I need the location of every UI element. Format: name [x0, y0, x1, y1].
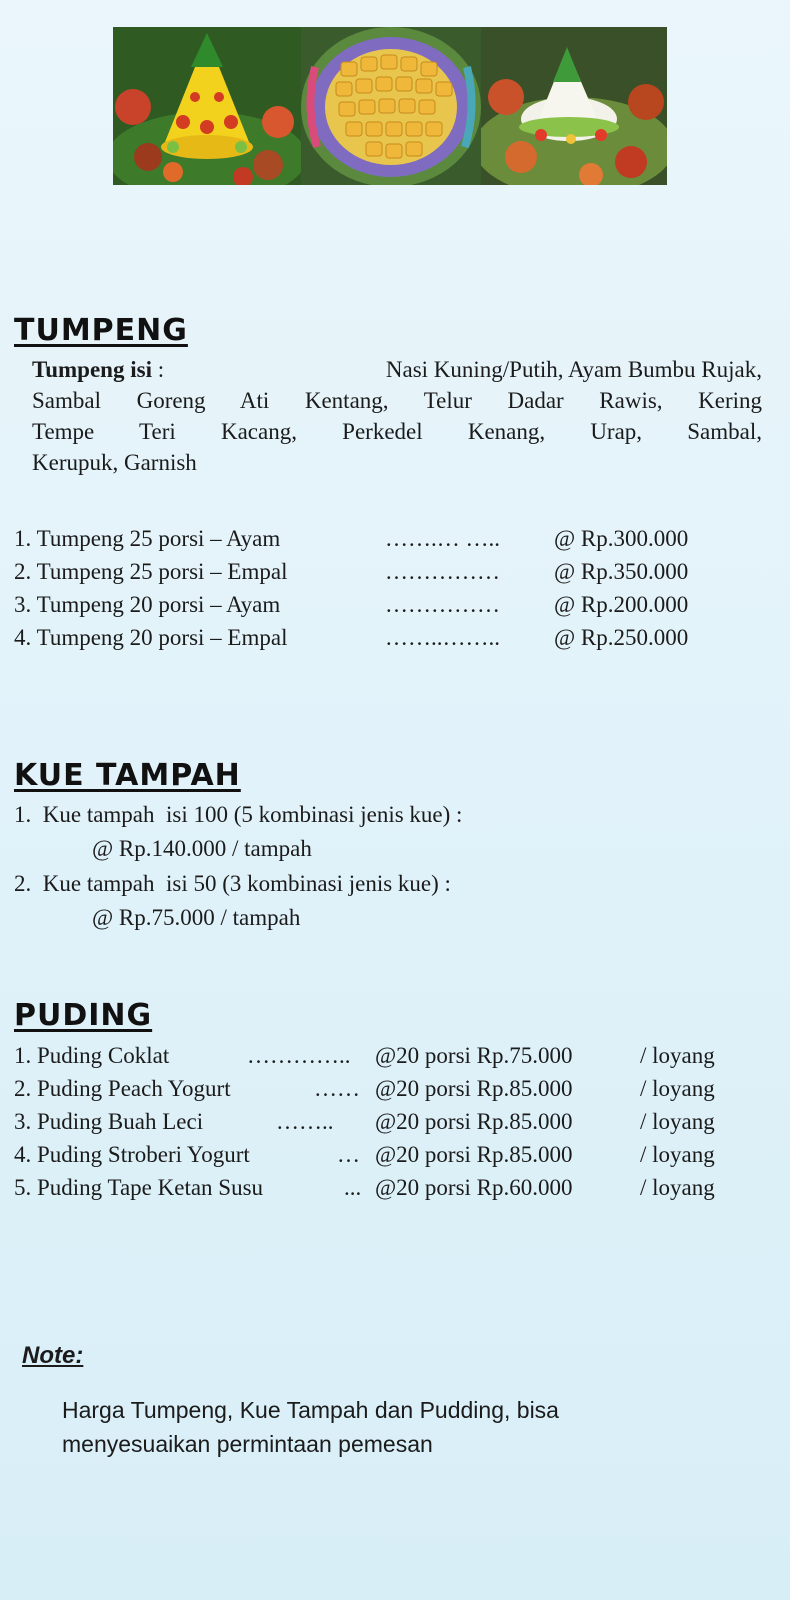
tumpeng-item-label: 1. Tumpeng 25 porsi – Ayam: [14, 526, 281, 551]
tumpeng-item-label: 4. Tumpeng 20 porsi – Empal: [14, 625, 288, 650]
tumpeng-description: [32, 354, 762, 478]
tumpeng-item-price: @ Rp.300.000: [554, 526, 689, 551]
puding-item-unit: / loyang: [640, 1175, 715, 1200]
kue-tampah-heading: KUE TAMPAH: [14, 758, 241, 793]
note-line-2: menyesuaikan permintaan pemesan: [62, 1431, 433, 1457]
puding-item-label: 1. Puding Coklat: [14, 1043, 170, 1068]
tumpeng-desc-line-4: Kerupuk, Garnish: [32, 450, 197, 475]
puding-item-dots: ……: [314, 1076, 360, 1101]
puding-item-label: 5. Puding Tape Ketan Susu: [14, 1175, 264, 1200]
puding-item-unit: / loyang: [640, 1142, 715, 1167]
note-line-1: Harga Tumpeng, Kue Tampah dan Pudding, bisa: [62, 1397, 559, 1423]
tumpeng-photo-white: [481, 27, 667, 185]
puding-item-unit: / loyang: [640, 1109, 715, 1134]
tumpeng-photo-yellow: [113, 27, 301, 185]
note-text: [62, 1393, 782, 1461]
tumpeng-item-dots: ……………: [385, 592, 500, 617]
puding-item-dots: ...: [344, 1175, 362, 1200]
puding-item-price: @20 porsi Rp.60.000: [375, 1175, 573, 1200]
puding-item-dots: …: [337, 1142, 360, 1167]
puding-item-label: 2. Puding Peach Yogurt: [14, 1076, 231, 1101]
tumpeng-desc-line-1: Nasi Kuning/Putih, Ayam Bumbu Rujak,: [385, 357, 762, 382]
tumpeng-item-price: @ Rp.200.000: [554, 592, 689, 617]
kue-tampah-item-label: 2. Kue tampah isi 50 (3 kombinasi jenis kue) :: [14, 871, 451, 896]
puding-item-price: @20 porsi Rp.85.000: [375, 1142, 573, 1167]
puding-item-unit: / loyang: [640, 1076, 715, 1101]
puding-item-dots: …………..: [247, 1043, 351, 1068]
tumpeng-item-label: 2. Tumpeng 25 porsi – Empal: [14, 559, 288, 584]
tumpeng-isi-separator: :: [151, 357, 165, 382]
puding-item-price: @20 porsi Rp.75.000: [375, 1043, 573, 1068]
tumpeng-item-dots: …….… …..: [385, 526, 500, 551]
puding-heading: PUDING: [14, 998, 153, 1033]
tumpeng-item-price: @ Rp.250.000: [554, 625, 689, 650]
puding-item-unit: / loyang: [640, 1043, 715, 1068]
tumpeng-item-dots: ……………: [385, 559, 500, 584]
puding-item-dots: ……..: [276, 1109, 334, 1134]
tumpeng-desc-line-3: Tempe Teri Kacang, Perkedel Kenang, Urap, Sambal,: [32, 419, 762, 444]
kue-tampah-photo: [301, 27, 481, 185]
kue-tampah-item-price: @ Rp.75.000 / tampah: [92, 905, 301, 930]
puding-item-label: 3. Puding Buah Leci: [14, 1109, 204, 1134]
tumpeng-item-label: 3. Tumpeng 20 porsi – Ayam: [14, 592, 281, 617]
kue-tampah-item-label: 1. Kue tampah isi 100 (5 kombinasi jenis kue) :: [14, 802, 463, 827]
food-photo-strip: [113, 27, 667, 185]
tumpeng-item-dots: ……..……..: [385, 625, 500, 650]
tumpeng-item-price: @ Rp.350.000: [554, 559, 689, 584]
note-title: Note:: [22, 1342, 84, 1369]
puding-item-price: @20 porsi Rp.85.000: [375, 1109, 573, 1134]
tumpeng-heading: TUMPENG: [14, 313, 188, 348]
puding-item-label: 4. Puding Stroberi Yogurt: [14, 1142, 250, 1167]
tumpeng-desc-line-2: Sambal Goreng Ati Kentang, Telur Dadar Rawis, Kering: [32, 388, 762, 413]
kue-tampah-item-price: @ Rp.140.000 / tampah: [92, 836, 312, 861]
tumpeng-isi-label: Tumpeng isi: [32, 357, 152, 382]
puding-item-price: @20 porsi Rp.85.000: [375, 1076, 573, 1101]
